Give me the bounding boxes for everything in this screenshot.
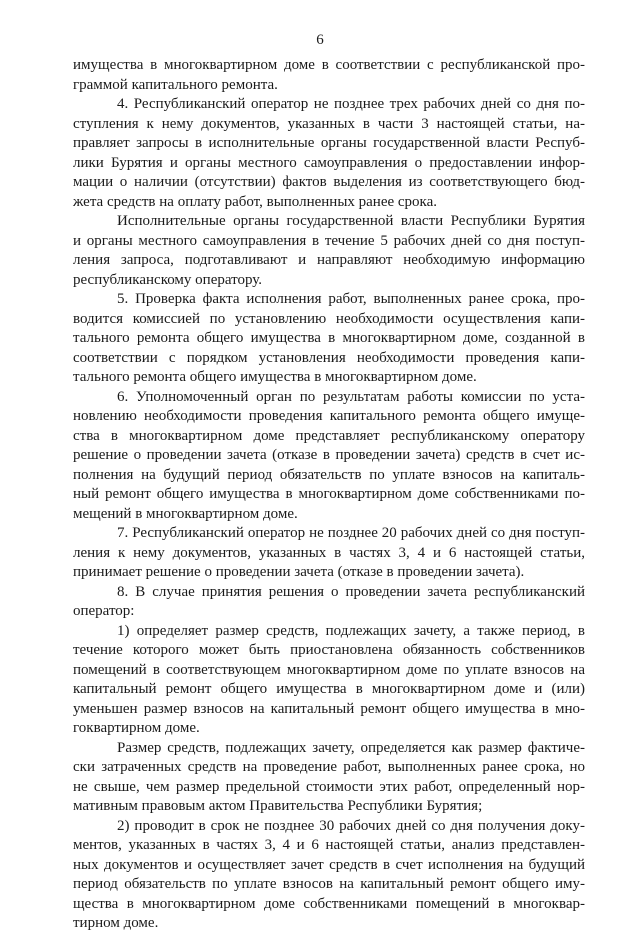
- text-line: граммой капитального ремонта.: [73, 76, 278, 93]
- paragraph: [73, 290, 585, 388]
- text-line: помещений в соответствующем многоквартирном доме по уплате взносов на: [73, 661, 585, 678]
- text-line: республиканскому оператору.: [73, 271, 263, 288]
- text-line: 4. Республиканский оператор не позднее трех рабочих дней со дня по-: [117, 96, 585, 112]
- text-line: 2) проводит в срок не позднее 30 рабочих дней со дня получения доку-: [117, 817, 585, 834]
- paragraph: [73, 622, 585, 739]
- text-line: принимает решение о проведении зачета (отказе в проведении зачета).: [73, 564, 525, 580]
- paragraph: [73, 583, 585, 622]
- text-line: период обязательств по уплате взносов на капитальный ремонт общего иму-: [73, 876, 585, 892]
- text-line: мещений в многоквартирном доме.: [73, 505, 298, 522]
- text-line: ный ремонт общего имущества в многоквартирном доме собственниками по-: [73, 486, 585, 502]
- paragraph: [73, 388, 585, 525]
- paragraph: [73, 56, 585, 95]
- text-line: Размер средств, подлежащих зачету, определяется как размер фактиче-: [117, 739, 585, 756]
- text-line: правляет запросы в исполнительные органы государственной власти Респуб-: [73, 135, 585, 151]
- text-line: 1) определяет размер средств, подлежащих зачету, а также период, в: [117, 622, 585, 639]
- text-line: решение о проведении зачета (отказе в проведении зачета) средств в счет ис-: [73, 447, 585, 463]
- text-line: ступления к нему документов, указанных в части 3 настоящей статьи, на-: [73, 115, 585, 132]
- page-number: 6: [316, 32, 324, 48]
- text-line: тирном доме.: [73, 915, 159, 931]
- text-line: и органы местного самоуправления в течение 5 рабочих дней со дня поступ-: [73, 232, 585, 249]
- paragraph: [73, 739, 585, 817]
- text-line: полнения на будущий период обязательств по уплате взносов на капиталь-: [73, 466, 585, 483]
- text-line: новлению необходимости проведения капитального ремонта общего имуще-: [73, 408, 585, 424]
- text-line: не свыше, чем размер предельной стоимости этих работ, определенный нор-: [73, 778, 585, 795]
- text-line: лики Бурятия и органы местного самоуправления о предоставлении инфор-: [73, 154, 585, 171]
- text-line: 7. Республиканский оператор не позднее 20 рабочих дней со дня поступ-: [117, 525, 585, 541]
- text-line: щества в многоквартирном доме собственниками помещений в многоквар-: [73, 895, 585, 912]
- text-line: течение которого может быть приостановлена обязанность собственников: [73, 642, 585, 658]
- paragraph: [73, 212, 585, 290]
- text-line: 8. В случае принятия решения о проведении зачета республиканский: [117, 583, 585, 600]
- text-line: 5. Проверка факта исполнения работ, выполненных ранее срока, про-: [117, 291, 585, 307]
- text-line: Исполнительные органы государственной власти Республики Бурятия: [117, 213, 585, 229]
- text-line: ления запроса, подготавливают и направляют необходимую информацию: [73, 252, 585, 268]
- text-line: водится комиссией по установлению необходимости осуществления капи-: [73, 310, 585, 327]
- text-line: ски затраченных средств на проведение работ, выполненных ранее срока, но: [73, 759, 585, 775]
- text-line: мативным правовым актом Правительства Республики Бурятия;: [73, 798, 483, 814]
- document-body: [73, 56, 585, 934]
- text-line: капитальный ремонт общего имущества в многоквартирном доме и (или): [73, 681, 585, 697]
- text-line: ных документов и осуществляет зачет средств в счет исполнения на будущий: [73, 856, 585, 873]
- text-line: уменьшен размер взносов на капитальный ремонт общего имущества в мно-: [73, 700, 585, 717]
- text-line: гоквартирном доме.: [73, 720, 200, 736]
- text-line: мации о наличии (отсутствии) фактов выделения из соответствующего бюд-: [73, 174, 585, 190]
- text-line: тального ремонта общего имущества в многоквартирном доме, созданной в: [73, 330, 585, 346]
- text-line: 6. Уполномоченный орган по результатам работы комиссии по уста-: [117, 388, 585, 405]
- text-line: жета средств на оплату работ, выполненных ранее срока.: [73, 193, 438, 210]
- paragraph: [73, 95, 585, 212]
- text-line: оператор:: [73, 603, 135, 619]
- text-line: ления к нему документов, указанных в частях 3, 4 и 6 настоящей статьи,: [73, 544, 585, 561]
- paragraph: [73, 817, 585, 934]
- text-line: ментов, указанных в частях 3, 4 и 6 настоящей статьи, анализ представлен-: [73, 837, 585, 853]
- text-line: соответствии с порядком установления необходимости проведения капи-: [73, 349, 585, 366]
- text-line: тального ремонта общего имущества в многоквартирном доме.: [73, 369, 477, 385]
- text-line: ства в многоквартирном доме представляет республиканскому оператору: [73, 427, 585, 444]
- text-line: имущества в многоквартирном доме в соответствии с республиканской про-: [73, 57, 585, 73]
- paragraph: [73, 524, 585, 583]
